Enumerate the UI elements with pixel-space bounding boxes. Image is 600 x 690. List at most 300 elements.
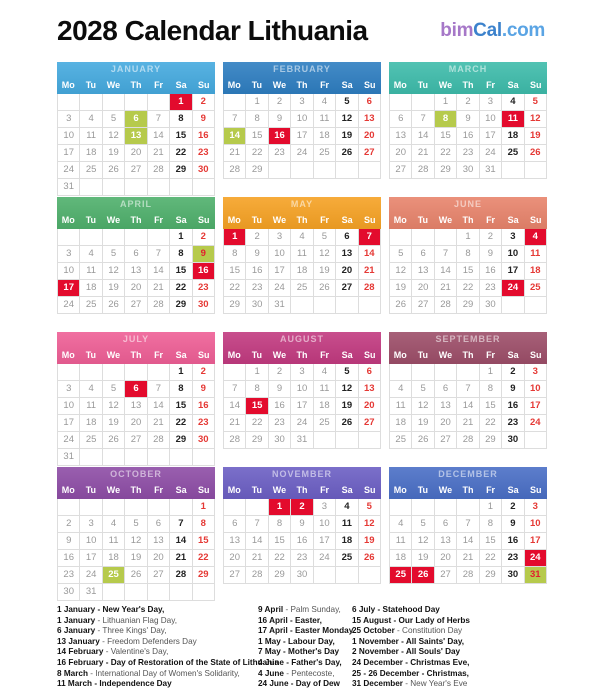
weekday-label: Mo: [227, 80, 241, 90]
day-cell: 13: [390, 128, 412, 145]
day-cell: 19: [314, 263, 336, 280]
day-cell: 17: [480, 128, 502, 145]
day-cell: [291, 162, 313, 179]
day-cell: 14: [148, 128, 170, 145]
page-title: 2028 Calendar Lithuania: [57, 15, 368, 46]
day-cell: [125, 449, 147, 466]
month-title: MARCH: [448, 64, 488, 74]
day-cell: 2: [193, 364, 215, 381]
day-cell: 6: [125, 111, 147, 128]
month-title: JUNE: [453, 199, 482, 209]
weekday-label: Mo: [227, 215, 241, 225]
day-cell: 4: [502, 94, 524, 111]
day-cell: 25: [291, 280, 313, 297]
day-cell: 16: [193, 398, 215, 415]
day-cell: 5: [314, 229, 336, 246]
weekday-label: Sa: [507, 215, 519, 225]
weekday-header-row: [223, 347, 381, 364]
day-cell: 26: [336, 145, 358, 162]
weekday-label: Th: [462, 350, 474, 360]
weekday-label: Th: [296, 80, 308, 90]
weekday-label: Fr: [320, 215, 330, 225]
day-cell: [170, 584, 192, 601]
day-cell: 4: [525, 229, 547, 246]
day-cell: [193, 449, 215, 466]
day-cell: 7: [148, 111, 170, 128]
month-october: [57, 467, 215, 601]
day-cell: 7: [148, 381, 170, 398]
day-cell: 3: [291, 94, 313, 111]
day-cell: 27: [359, 145, 381, 162]
month-august: [223, 332, 381, 449]
day-cell: 14: [246, 533, 268, 550]
day-cell: [80, 449, 102, 466]
day-cell: 17: [269, 263, 291, 280]
day-cell: 14: [224, 128, 246, 145]
day-cell: 29: [170, 162, 192, 179]
holiday-column-2: [258, 605, 352, 690]
day-cell: 7: [359, 229, 381, 246]
day-cell: 16: [269, 398, 291, 415]
day-cell: 23: [480, 280, 502, 297]
day-cell: 20: [359, 398, 381, 415]
weekday-label: Sa: [341, 485, 353, 495]
holiday-entry: 2 November - All Souls' Day: [352, 647, 461, 657]
day-cell: [170, 179, 192, 196]
day-cell: 8: [246, 381, 268, 398]
day-cell: 16: [246, 263, 268, 280]
day-cell: 5: [390, 246, 412, 263]
day-cell: 24: [502, 280, 524, 297]
day-cell: 10: [291, 111, 313, 128]
day-cell: 24: [58, 297, 80, 314]
day-cell: 19: [103, 280, 125, 297]
day-cell: 19: [390, 280, 412, 297]
day-cell: 28: [148, 162, 170, 179]
day-cell: [359, 162, 381, 179]
day-cell: 23: [457, 145, 479, 162]
weekday-label: Mo: [393, 350, 407, 360]
day-cell: 27: [390, 162, 412, 179]
weekday-label: Th: [130, 215, 142, 225]
day-cell: 27: [125, 297, 147, 314]
weekday-label: Su: [363, 485, 376, 495]
day-cell: 16: [193, 263, 215, 280]
day-cell: 28: [359, 280, 381, 297]
day-cell: 7: [170, 516, 192, 533]
day-cell: 16: [502, 398, 524, 415]
holiday-entry: 1 January - New Year's Day,: [57, 605, 165, 614]
day-cell: 18: [103, 550, 125, 567]
day-cell: 22: [246, 145, 268, 162]
weekday-label: We: [272, 215, 287, 225]
weekday-label: We: [106, 485, 121, 495]
day-cell: 18: [291, 263, 313, 280]
day-cell: [246, 499, 268, 516]
site-logo[interactable]: [440, 20, 545, 42]
weekday-label: Tu: [417, 485, 429, 495]
day-cell: [359, 297, 381, 314]
day-cell: 10: [525, 381, 547, 398]
month-title: NOVEMBER: [271, 469, 332, 479]
day-cell: 13: [359, 111, 381, 128]
day-cell: 30: [291, 567, 313, 584]
day-cell: 28: [457, 567, 479, 584]
day-cell: 28: [412, 162, 434, 179]
day-cell: 1: [170, 94, 192, 111]
day-cell: 12: [103, 128, 125, 145]
day-cell: 2: [480, 229, 502, 246]
weekday-label: We: [272, 80, 287, 90]
weekday-label: Th: [462, 80, 474, 90]
day-cell: [125, 364, 147, 381]
day-cell: [125, 94, 147, 111]
day-cell: 15: [170, 128, 192, 145]
day-cell: 9: [193, 111, 215, 128]
day-cell: 16: [291, 533, 313, 550]
day-cell: [390, 94, 412, 111]
weekday-label: Tu: [417, 80, 429, 90]
day-cell: 5: [412, 381, 434, 398]
day-cell: 12: [359, 516, 381, 533]
day-cell: 5: [103, 111, 125, 128]
day-cell: 15: [480, 398, 502, 415]
day-cell: [390, 364, 412, 381]
weekday-header-row: [389, 77, 547, 94]
holiday-entry: 1 May - Labour Day,: [258, 636, 335, 646]
day-cell: 22: [193, 550, 215, 567]
day-cell: 26: [336, 415, 358, 432]
day-cell: [103, 364, 125, 381]
day-cell: 9: [502, 381, 524, 398]
weekday-label: Sa: [175, 80, 187, 90]
day-cell: 22: [269, 550, 291, 567]
day-cell: 13: [359, 381, 381, 398]
day-cell: 31: [525, 567, 547, 584]
day-cell: 4: [291, 229, 313, 246]
day-cell: 1: [193, 499, 215, 516]
day-cell: [148, 499, 170, 516]
day-cell: 19: [525, 128, 547, 145]
day-cell: [125, 584, 147, 601]
holiday-entry: 15 August - Our Lady of Herbs: [352, 615, 470, 625]
logo-part-cal: Cal: [473, 20, 502, 41]
month-june: [389, 197, 547, 314]
day-cell: 28: [148, 432, 170, 449]
day-cell: [103, 94, 125, 111]
day-cell: 22: [170, 415, 192, 432]
month-july: [57, 332, 215, 466]
day-cell: [412, 94, 434, 111]
day-cell: 19: [103, 145, 125, 162]
day-cell: [457, 499, 479, 516]
day-cell: 29: [170, 432, 192, 449]
day-cell: 21: [457, 550, 479, 567]
day-cell: [58, 229, 80, 246]
day-cell: 5: [103, 381, 125, 398]
day-cell: 23: [246, 280, 268, 297]
day-cell: 7: [435, 246, 457, 263]
day-cell: 30: [58, 584, 80, 601]
day-cell: 17: [58, 415, 80, 432]
weekday-label: Th: [462, 215, 474, 225]
weekday-label: Mo: [227, 350, 241, 360]
day-cell: 8: [224, 246, 246, 263]
day-cell: 2: [246, 229, 268, 246]
day-cell: 16: [502, 533, 524, 550]
month-title: JANUARY: [110, 64, 162, 74]
weekday-label: Tu: [417, 350, 429, 360]
day-cell: 23: [269, 415, 291, 432]
day-cell: 24: [58, 162, 80, 179]
day-cell: 10: [480, 111, 502, 128]
day-cell: 8: [170, 381, 192, 398]
day-cell: [390, 499, 412, 516]
day-cell: 5: [359, 499, 381, 516]
day-cell: 23: [502, 550, 524, 567]
day-cell: [80, 94, 102, 111]
day-cell: 1: [170, 364, 192, 381]
day-cell: 2: [269, 364, 291, 381]
day-cell: 10: [314, 516, 336, 533]
day-cell: [314, 162, 336, 179]
day-cell: 10: [58, 263, 80, 280]
day-cell: 21: [412, 145, 434, 162]
day-cell: [125, 179, 147, 196]
day-cell: [148, 94, 170, 111]
day-cell: 25: [314, 415, 336, 432]
day-cell: [359, 567, 381, 584]
day-cell: 15: [246, 398, 268, 415]
month-title: MAY: [290, 199, 314, 209]
day-cell: 22: [435, 145, 457, 162]
day-cell: [103, 229, 125, 246]
weekday-label: Fr: [154, 80, 164, 90]
day-cell: 7: [224, 381, 246, 398]
weekday-label: Th: [130, 80, 142, 90]
day-cell: 30: [502, 567, 524, 584]
day-cell: 15: [457, 263, 479, 280]
day-cell: 11: [80, 263, 102, 280]
day-cell: 22: [224, 280, 246, 297]
day-cell: 21: [148, 415, 170, 432]
month-title: FEBRUARY: [273, 64, 331, 74]
day-cell: 15: [193, 533, 215, 550]
weekday-label: Su: [363, 215, 376, 225]
holiday-entry: 25 October - Constitution Day: [352, 626, 463, 636]
holiday-column-3: [352, 605, 552, 690]
day-cell: 6: [148, 516, 170, 533]
weekday-label: Fr: [486, 485, 496, 495]
day-cell: 30: [269, 432, 291, 449]
day-cell: 7: [246, 516, 268, 533]
day-cell: 12: [525, 111, 547, 128]
day-cell: 9: [269, 381, 291, 398]
day-cell: 26: [390, 297, 412, 314]
weekday-label: Sa: [175, 485, 187, 495]
weekday-label: Su: [529, 350, 542, 360]
holiday-entry: 16 April - Easter,: [258, 615, 322, 625]
day-cell: 25: [390, 432, 412, 449]
weekday-label: Sa: [507, 485, 519, 495]
day-cell: [148, 364, 170, 381]
day-cell: 2: [58, 516, 80, 533]
day-cell: 20: [435, 415, 457, 432]
day-cell: [103, 499, 125, 516]
day-cell: 9: [457, 111, 479, 128]
day-cell: [269, 162, 291, 179]
day-cell: 1: [480, 499, 502, 516]
day-cell: 18: [390, 550, 412, 567]
day-cell: 6: [359, 94, 381, 111]
day-cell: [336, 297, 358, 314]
day-cell: [359, 432, 381, 449]
weekday-label: Sa: [341, 215, 353, 225]
day-cell: 20: [224, 550, 246, 567]
holiday-entry: 6 July - Statehood Day: [352, 605, 440, 614]
weekday-label: Mo: [393, 215, 407, 225]
top-bar: [57, 0, 545, 62]
day-cell: [412, 499, 434, 516]
day-cell: 29: [193, 567, 215, 584]
day-cell: 4: [80, 246, 102, 263]
day-cell: 11: [314, 381, 336, 398]
day-cell: 8: [435, 111, 457, 128]
day-cell: 12: [390, 263, 412, 280]
day-cell: 4: [314, 364, 336, 381]
day-cell: 9: [193, 381, 215, 398]
day-cell: [103, 584, 125, 601]
day-cell: 6: [224, 516, 246, 533]
weekday-label: Mo: [61, 350, 75, 360]
day-cell: 19: [359, 533, 381, 550]
day-cell: [457, 364, 479, 381]
day-cell: 18: [336, 533, 358, 550]
day-cell: 28: [148, 297, 170, 314]
day-cell: 3: [314, 499, 336, 516]
day-cell: 8: [170, 246, 192, 263]
day-cell: 6: [336, 229, 358, 246]
weekday-label: Mo: [61, 215, 75, 225]
weekday-label: Fr: [486, 350, 496, 360]
day-cell: 15: [480, 533, 502, 550]
day-cell: [412, 229, 434, 246]
day-cell: 15: [170, 263, 192, 280]
logo-part-com: .com: [501, 20, 545, 41]
weekday-label: Fr: [486, 215, 496, 225]
holiday-list: [57, 605, 587, 690]
day-cell: 11: [390, 398, 412, 415]
day-cell: 1: [224, 229, 246, 246]
day-cell: 31: [269, 297, 291, 314]
weekday-label: Th: [130, 485, 142, 495]
day-cell: 28: [224, 432, 246, 449]
day-cell: 12: [125, 533, 147, 550]
day-cell: 12: [412, 398, 434, 415]
day-cell: 13: [336, 246, 358, 263]
day-cell: 30: [193, 432, 215, 449]
day-cell: [502, 162, 524, 179]
day-cell: 12: [103, 398, 125, 415]
day-cell: [224, 364, 246, 381]
weekday-header-row: [389, 482, 547, 499]
weekday-header-row: [57, 347, 215, 364]
day-cell: 15: [224, 263, 246, 280]
holiday-entry: 24 June - Day of Dew: [258, 679, 340, 689]
day-cell: 1: [246, 94, 268, 111]
day-cell: 4: [103, 516, 125, 533]
day-cell: 21: [148, 280, 170, 297]
day-cell: 29: [480, 432, 502, 449]
day-cell: 8: [457, 246, 479, 263]
day-cell: 14: [457, 533, 479, 550]
day-cell: 20: [148, 550, 170, 567]
day-cell: 18: [80, 280, 102, 297]
holiday-entry: 11 March - Independence Day: [57, 679, 172, 689]
day-cell: 18: [525, 263, 547, 280]
day-cell: 21: [224, 145, 246, 162]
day-cell: 12: [336, 381, 358, 398]
weekday-label: Mo: [393, 485, 407, 495]
weekday-header-row: [57, 77, 215, 94]
day-cell: 9: [193, 246, 215, 263]
day-cell: 22: [480, 415, 502, 432]
day-cell: 24: [269, 280, 291, 297]
day-cell: 27: [148, 567, 170, 584]
day-cell: 28: [457, 432, 479, 449]
day-cell: 6: [435, 381, 457, 398]
day-cell: 6: [412, 246, 434, 263]
day-cell: 21: [148, 145, 170, 162]
day-cell: [314, 297, 336, 314]
weekday-header-row: [223, 212, 381, 229]
day-cell: 29: [246, 432, 268, 449]
day-cell: 19: [336, 398, 358, 415]
day-cell: 4: [80, 111, 102, 128]
day-cell: [502, 297, 524, 314]
months-grid: [57, 62, 547, 602]
day-cell: 30: [193, 297, 215, 314]
day-cell: 26: [412, 432, 434, 449]
day-cell: 11: [103, 533, 125, 550]
weekday-label: Tu: [85, 350, 97, 360]
day-cell: 17: [525, 533, 547, 550]
holiday-entry: 4 June - Father's Day,: [258, 657, 342, 667]
day-cell: 5: [412, 516, 434, 533]
month-march: [389, 62, 547, 179]
day-cell: 15: [170, 398, 192, 415]
weekday-label: Tu: [251, 215, 263, 225]
day-cell: [103, 179, 125, 196]
day-cell: [336, 432, 358, 449]
day-cell: 19: [336, 128, 358, 145]
day-cell: 21: [435, 280, 457, 297]
day-cell: 26: [103, 432, 125, 449]
day-cell: 18: [314, 398, 336, 415]
day-cell: 22: [246, 415, 268, 432]
day-cell: 12: [314, 246, 336, 263]
weekday-label: Mo: [393, 80, 407, 90]
day-cell: 25: [336, 550, 358, 567]
day-cell: 18: [80, 415, 102, 432]
holiday-entry: 24 December - Christmas Eve,: [352, 657, 470, 667]
day-cell: 13: [125, 398, 147, 415]
day-cell: 2: [269, 94, 291, 111]
day-cell: 11: [80, 128, 102, 145]
day-cell: 4: [390, 381, 412, 398]
day-cell: 16: [58, 550, 80, 567]
weekday-label: Th: [296, 485, 308, 495]
